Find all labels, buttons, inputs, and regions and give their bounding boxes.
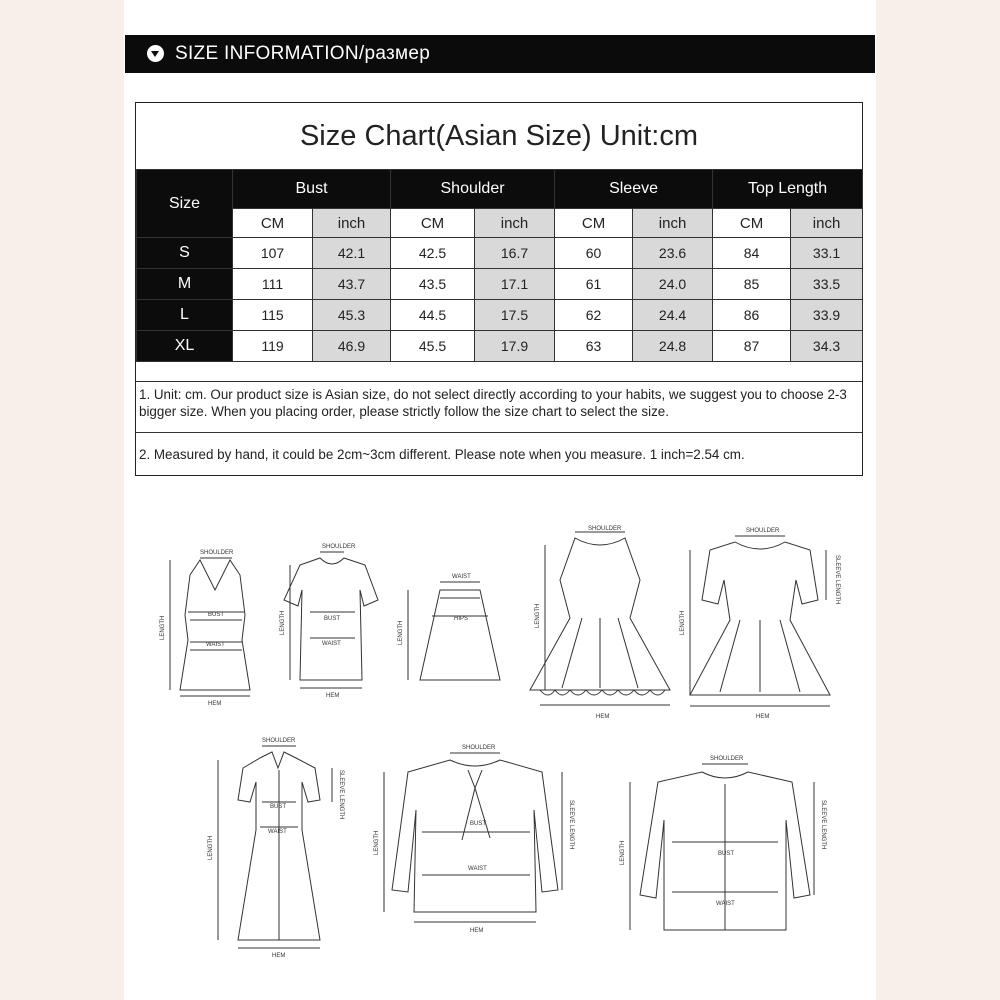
- label-waist: WAIST: [452, 574, 471, 580]
- table-cell: 17.5: [475, 300, 555, 331]
- unit-header: CM: [233, 209, 313, 238]
- label-waist: WAIST: [268, 829, 287, 835]
- table-cell: 16.7: [475, 238, 555, 269]
- size-label: XL: [137, 331, 233, 362]
- table-cell: 43.7: [313, 269, 391, 300]
- table-cell: 85: [713, 269, 791, 300]
- unit-header: CM: [713, 209, 791, 238]
- garment-measurement-diagrams: [150, 520, 850, 970]
- shirt-dress-diagram: [218, 738, 332, 959]
- label-length: LENGTH: [280, 610, 286, 635]
- label-bust: BUST: [270, 804, 287, 810]
- label-hem: HEM: [596, 714, 610, 720]
- table-cell: 34.3: [791, 331, 863, 362]
- table-cell: 86: [713, 300, 791, 331]
- size-label: M: [137, 269, 233, 300]
- table-cell: 61: [555, 269, 633, 300]
- label-waist: WAIST: [322, 641, 341, 647]
- table-cell: 43.5: [391, 269, 475, 300]
- table-cell: 33.1: [791, 238, 863, 269]
- table-cell: 33.5: [791, 269, 863, 300]
- label-length: LENGTH: [680, 610, 686, 635]
- label-hips: HIPS: [454, 616, 469, 622]
- sleeveless-dress-diagram: [530, 526, 670, 720]
- label-shoulder: SHOULDER: [322, 544, 356, 550]
- table-cell: 115: [233, 300, 313, 331]
- label-length: LENGTH: [398, 620, 404, 645]
- table-cell: 23.6: [633, 238, 713, 269]
- label-length: LENGTH: [160, 615, 166, 640]
- table-cell: 63: [555, 331, 633, 362]
- table-row: [137, 269, 863, 300]
- size-label: L: [137, 300, 233, 331]
- long-sleeve-shirt-diagram: [630, 756, 814, 930]
- label-sleeve-length: SLEEVE LENGTH: [338, 770, 344, 820]
- label-sleeve-length: SLEEVE LENGTH: [820, 800, 826, 850]
- table-cell: 46.9: [313, 331, 391, 362]
- group-header-sleeve: Sleeve: [555, 170, 713, 209]
- label-sleeve-length: SLEEVE LENGTH: [568, 800, 574, 850]
- label-bust: BUST: [718, 851, 735, 857]
- label-length: LENGTH: [620, 840, 626, 865]
- table-cell: 17.1: [475, 269, 555, 300]
- chart-title: Size Chart(Asian Size) Unit:cm: [299, 120, 699, 152]
- label-hem: HEM: [272, 953, 286, 959]
- table-cell: 45.3: [313, 300, 391, 331]
- table-cell: 87: [713, 331, 791, 362]
- table-row: [137, 331, 863, 362]
- unit-header: inch: [633, 209, 713, 238]
- short-sleeve-dress-diagram: [690, 528, 830, 720]
- size-table: [136, 169, 863, 362]
- table-cell: 45.5: [391, 331, 475, 362]
- label-hem: HEM: [470, 928, 484, 934]
- table-row: [137, 238, 863, 269]
- label-shoulder: SHOULDER: [200, 550, 234, 556]
- tshirt-diagram: [284, 544, 378, 699]
- size-note-1: 1. Unit: cm. Our product size is Asian size, do not select directly according to your habits, we suggest you to choose 2-3 bigger size. When you placing order, please strictly follow the size chart to select the size.: [136, 381, 862, 433]
- label-shoulder: SHOULDER: [710, 756, 744, 762]
- size-note-2: 2. Measured by hand, it could be 2cm~3cm different. Please note when you measure. 1 inch=2.54 cm.: [139, 447, 745, 462]
- table-cell: 17.9: [475, 331, 555, 362]
- label-bust: BUST: [470, 821, 487, 827]
- unit-header: inch: [313, 209, 391, 238]
- table-cell: 33.9: [791, 300, 863, 331]
- label-shoulder: SHOULDER: [746, 528, 780, 534]
- bow-blouse-diagram: [384, 745, 562, 934]
- size-info-banner: [125, 35, 875, 73]
- label-bust: BUST: [208, 612, 225, 618]
- label-hem: HEM: [326, 693, 340, 699]
- table-cell: 44.5: [391, 300, 475, 331]
- label-waist: WAIST: [716, 901, 735, 907]
- label-length: LENGTH: [535, 603, 541, 628]
- unit-header: inch: [475, 209, 555, 238]
- tank-top-diagram: [170, 550, 250, 707]
- label-bust: BUST: [324, 616, 341, 622]
- table-cell: 84: [713, 238, 791, 269]
- label-hem: HEM: [756, 714, 770, 720]
- label-shoulder: SHOULDER: [462, 745, 496, 751]
- label-length: LENGTH: [208, 835, 214, 860]
- group-header-shoulder: Shoulder: [391, 170, 555, 209]
- table-cell: 42.1: [313, 238, 391, 269]
- size-header: Size: [137, 170, 233, 238]
- table-cell: 111: [233, 269, 313, 300]
- label-length: LENGTH: [374, 830, 380, 855]
- banner-title: SIZE INFORMATION/размер: [175, 43, 431, 64]
- label-sleeve-length: SLEEVE LENGTH: [834, 555, 840, 605]
- unit-header: inch: [791, 209, 863, 238]
- skirt-diagram: [408, 574, 500, 680]
- table-cell: 42.5: [391, 238, 475, 269]
- table-cell: 24.4: [633, 300, 713, 331]
- unit-header: CM: [391, 209, 475, 238]
- size-chart: [135, 102, 863, 476]
- table-cell: 24.0: [633, 269, 713, 300]
- group-header-bust: Bust: [233, 170, 391, 209]
- label-waist: WAIST: [206, 642, 225, 648]
- table-cell: 60: [555, 238, 633, 269]
- label-hem: HEM: [208, 701, 222, 707]
- group-header-top-length: Top Length: [713, 170, 863, 209]
- table-cell: 107: [233, 238, 313, 269]
- label-shoulder: SHOULDER: [588, 526, 622, 532]
- table-cell: 119: [233, 331, 313, 362]
- size-label: S: [137, 238, 233, 269]
- label-shoulder: SHOULDER: [262, 738, 296, 744]
- table-cell: 24.8: [633, 331, 713, 362]
- label-waist: WAIST: [468, 866, 487, 872]
- unit-header: CM: [555, 209, 633, 238]
- table-cell: 62: [555, 300, 633, 331]
- table-row: [137, 300, 863, 331]
- chevron-down-icon: [147, 45, 164, 62]
